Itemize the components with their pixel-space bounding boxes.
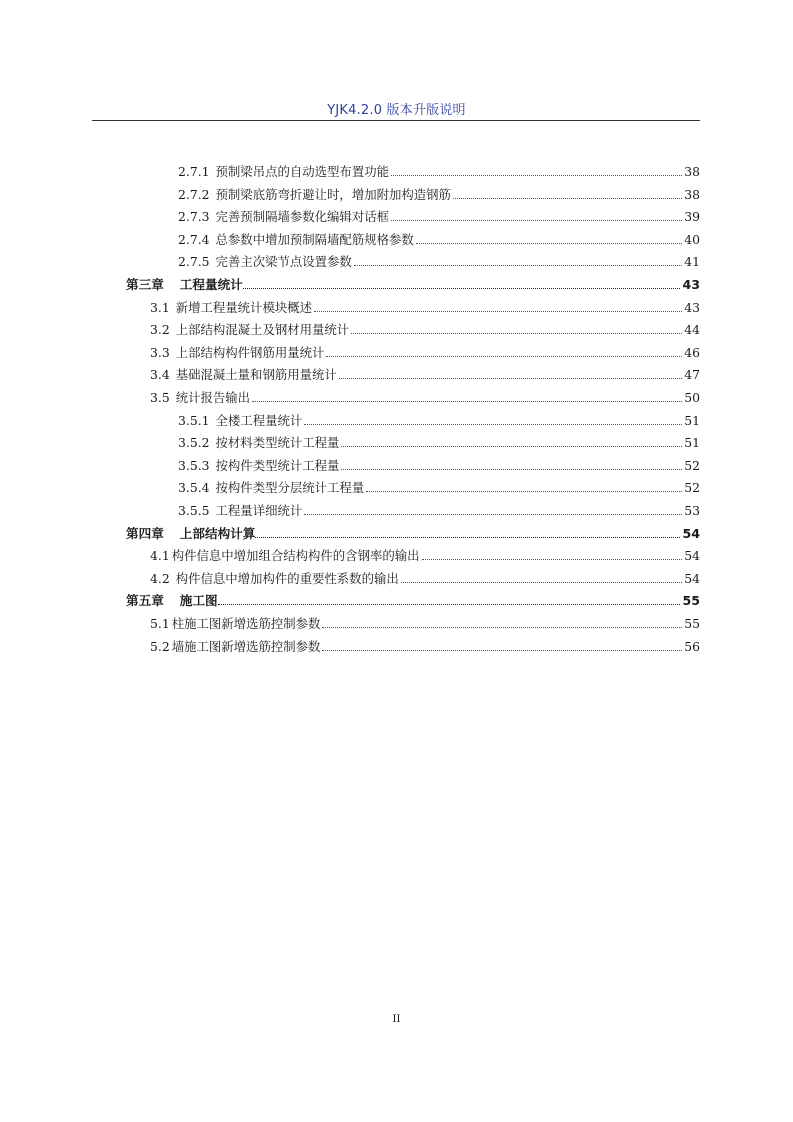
toc-entry-page: 55	[682, 593, 700, 609]
toc-entry-title: 按材料类型统计工程量	[215, 435, 340, 451]
toc-entry[interactable]	[150, 296, 700, 316]
toc-entry-number: 3.2	[150, 322, 170, 338]
toc-entry-number: 3.1	[150, 299, 170, 315]
toc-entry-number: 3.5.2	[178, 435, 210, 451]
toc-entry-page: 41	[684, 254, 700, 270]
toc-dot-leader	[322, 650, 682, 651]
toc-entry-page: 51	[684, 435, 700, 451]
toc-entry-number: 3.4	[150, 367, 170, 383]
toc-entry-title: 预制梁底筋弯折避让时，增加附加构造钢筋	[215, 186, 451, 202]
toc-entry[interactable]	[150, 612, 700, 632]
toc-entry-title: 工程量详细统计	[215, 503, 303, 518]
toc-entry-number: 3.5.4	[178, 480, 210, 496]
toc-entry-page: 38	[684, 186, 700, 202]
toc-entry-number: 4.2	[150, 570, 170, 586]
toc-entry-number: 2.7.4	[178, 231, 210, 247]
toc-entry-page: 43	[684, 299, 700, 315]
toc-entry[interactable]	[150, 635, 700, 655]
toc-entry-number: 5.1	[150, 616, 170, 631]
toc-entry[interactable]	[178, 476, 700, 496]
page-number: II	[392, 1014, 401, 1025]
toc-entry-title: 柱施工图新增选筋控制参数	[171, 616, 321, 631]
toc-entry-number: 第三章	[126, 277, 164, 292]
toc-entry-title: 施工图	[179, 593, 218, 609]
toc-entry-page: 44	[684, 322, 700, 338]
toc-dot-leader	[341, 469, 682, 470]
toc-entry-title: 上部结构构件钢筋用量统计	[175, 344, 325, 360]
toc-dot-leader	[314, 311, 682, 312]
toc-entry-page: 46	[684, 344, 700, 360]
toc-entry[interactable]	[150, 341, 700, 361]
toc-dot-leader	[422, 559, 683, 560]
toc-dot-leader	[341, 446, 682, 447]
toc-dot-leader	[243, 288, 681, 289]
toc-entry-title: 完善预制隔墙参数化编辑对话框	[215, 209, 389, 225]
toc-entry-number: 第五章	[126, 593, 164, 609]
toc-chapter-entry[interactable]	[126, 522, 700, 542]
toc-entry[interactable]	[150, 386, 700, 406]
toc-entry[interactable]	[178, 431, 700, 451]
toc-dot-leader	[326, 356, 682, 357]
toc-entry-page: 54	[682, 525, 700, 541]
toc-entry-number: 5.2	[150, 638, 170, 654]
toc-entry[interactable]	[178, 250, 700, 270]
toc-entry-page: 52	[684, 480, 700, 496]
toc-entry[interactable]	[150, 363, 700, 383]
toc-dot-leader	[304, 424, 682, 425]
toc-entry-title: 按构件类型分层统计工程量	[215, 480, 365, 496]
toc-entry-title: 按构件类型统计工程量	[215, 457, 340, 473]
toc-entry-page: 54	[684, 548, 700, 564]
toc-entry-number: 2.7.3	[178, 209, 210, 225]
toc-entry-number: 3.5.1	[178, 412, 210, 428]
toc-dot-leader	[416, 243, 682, 244]
toc-entry[interactable]	[150, 318, 700, 338]
toc-entry-title: 墙施工图新增选筋控制参数	[171, 638, 321, 654]
toc-entry-title: 新增工程量统计模块概述	[175, 299, 313, 315]
toc-dot-leader	[391, 220, 682, 221]
toc-entry[interactable]	[150, 544, 700, 564]
toc-entry-number: 2.7.5	[178, 254, 210, 270]
toc-entry-number: 3.5.5	[178, 503, 210, 518]
toc-entry[interactable]	[178, 499, 700, 519]
toc-dot-leader	[391, 175, 682, 176]
toc-dot-leader	[322, 627, 682, 628]
toc-entry-page: 43	[682, 277, 700, 292]
toc-dot-leader	[366, 491, 682, 492]
toc-dot-leader	[304, 514, 682, 515]
header-divider	[92, 120, 700, 121]
toc-entry-number: 第四章	[126, 525, 164, 541]
toc-dot-leader	[252, 401, 682, 402]
toc-entry-title: 工程量统计	[179, 277, 243, 292]
toc-entry-page: 39	[684, 209, 700, 225]
toc-dot-leader	[218, 604, 681, 605]
toc-entry-page: 56	[684, 638, 700, 654]
toc-dot-leader	[255, 537, 680, 538]
toc-entry-number: 3.3	[150, 344, 170, 360]
toc-chapter-entry[interactable]	[126, 273, 700, 293]
toc-entry-number: 2.7.2	[178, 186, 210, 202]
toc-entry[interactable]	[150, 567, 700, 587]
toc-entry[interactable]	[178, 454, 700, 474]
toc-entry-title: 构件信息中增加组合结构构件的含钢率的输出	[171, 548, 420, 564]
toc-entry-number: 2.7.1	[178, 164, 210, 179]
toc-entry-title: 上部结构计算	[179, 525, 256, 541]
toc-entry-title: 统计报告输出	[175, 390, 251, 405]
toc-entry[interactable]	[178, 160, 700, 180]
toc-entry-title: 基础混凝土量和钢筋用量统计	[175, 367, 337, 383]
toc-entry-number: 4.1	[150, 548, 170, 564]
toc-entry-page: 47	[684, 367, 700, 383]
toc-dot-leader	[351, 333, 682, 334]
toc-entry-page: 38	[684, 164, 700, 179]
toc-dot-leader	[401, 582, 682, 583]
toc-entry-title: 上部结构混凝土及钢材用量统计	[175, 322, 350, 338]
toc-entry[interactable]	[178, 409, 700, 429]
toc-dot-leader	[354, 265, 682, 266]
toc-entry-page: 50	[684, 390, 700, 405]
toc-entry-page: 51	[684, 412, 700, 428]
toc-entry-title: 预制梁吊点的自动选型布置功能	[215, 164, 389, 179]
toc-entry[interactable]	[178, 228, 700, 248]
toc-entry-title: 总参数中增加预制隔墙配筋规格参数	[215, 231, 414, 247]
toc-dot-leader	[339, 378, 682, 379]
toc-entry-page: 54	[684, 570, 700, 586]
toc-entry-page: 40	[684, 231, 700, 247]
toc-entry[interactable]	[178, 183, 700, 203]
toc-entry-number: 3.5	[150, 390, 170, 405]
toc-entry-title: 完善主次梁节点设置参数	[215, 254, 352, 270]
toc-dot-leader	[453, 198, 682, 199]
toc-entry-page: 52	[684, 457, 700, 473]
toc-entry[interactable]	[178, 205, 700, 225]
toc-entry-title: 构件信息中增加构件的重要性系数的输出	[175, 570, 399, 586]
toc-entry-number: 3.5.3	[178, 457, 210, 473]
page-header-title: YJK4.2.0 版本升版说明	[327, 103, 466, 118]
toc-entry-page: 53	[684, 503, 700, 518]
toc-entry-page: 55	[684, 616, 700, 631]
toc-chapter-entry[interactable]	[126, 589, 700, 609]
toc-entry-title: 全楼工程量统计	[215, 412, 303, 428]
